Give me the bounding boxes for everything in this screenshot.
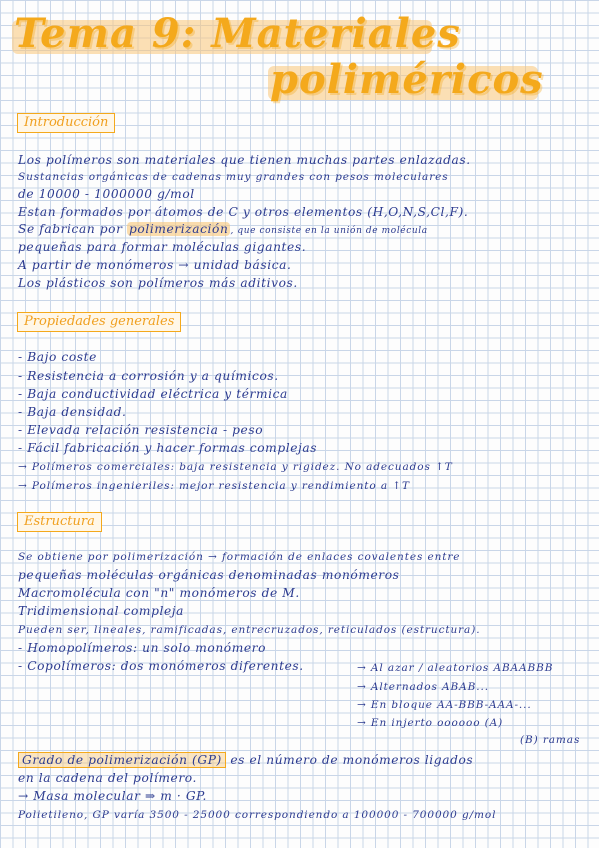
copolimero-bloque: → En bloque AA-BBB-AAA-... [357, 699, 532, 711]
page-title-line-2: poliméricos [270, 56, 544, 103]
copolimero-alternado: → Alternados ABAB... [357, 681, 489, 693]
copolimero-aleatorio: → Al azar / aleatorios ABAABBB [357, 662, 554, 674]
section-heading-propiedades: Propiedades generales [17, 312, 181, 332]
estructura-line-11: Polietileno, GP varía 3500 - 25000 correspondiendo a 100000 - 700000 g/mol [18, 809, 497, 821]
page-title-line-1: Tema 9: Materiales [14, 10, 461, 57]
intro-line-3: de 10000 - 1000000 g/mol [18, 187, 195, 201]
props-line-2: - Resistencia a corrosión y a químicos. [18, 369, 279, 383]
estructura-line-4: Tridimensional compleja [18, 604, 185, 618]
props-line-4: - Baja densidad. [18, 405, 127, 419]
props-line-1: - Bajo coste [18, 350, 97, 364]
props-line-8: → Polímeros ingenieriles: mejor resistencia y rendimiento a ↑T [18, 480, 410, 492]
section-heading-estructura: Estructura [17, 512, 102, 532]
estructura-line-6: - Homopolímeros: un solo monómero [18, 641, 267, 655]
grado-polimerizacion-rest: es el número de monómeros ligados [225, 753, 474, 767]
props-line-6: - Fácil fabricación y hacer formas complejas [18, 441, 318, 455]
intro-line-5 [18, 222, 428, 238]
intro-line-5-pre: Se fabrican por [18, 222, 123, 236]
estructura-line-7: - Copolímeros: dos monómeros diferentes. [18, 659, 304, 673]
intro-line-6: pequeñas para formar moléculas gigantes. [18, 240, 307, 254]
estructura-line-10: → Masa molecular ⇒ m · GP. [18, 789, 207, 803]
estructura-line-3: Macromolécula con "n" monómeros de M. [18, 586, 300, 600]
highlight-grado-polimerizacion: Grado de polimerización (GP) [18, 752, 226, 768]
intro-line-7: A partir de monómeros → unidad básica. [18, 258, 292, 272]
intro-line-1: Los polímeros son materiales que tienen muchas partes enlazadas. [18, 153, 471, 167]
copolimero-ramas: (B) ramas [520, 734, 581, 746]
intro-line-8: Los plásticos son polímeros más aditivos. [18, 276, 298, 290]
props-line-5: - Elevada relación resistencia - peso [18, 423, 264, 437]
intro-line-2: Sustancias orgánicas de cadenas muy grandes con pesos moleculares [18, 171, 449, 183]
props-line-7: → Polímeros comerciales: baja resistencia y rigidez. No adecuados ↑T [18, 461, 453, 473]
grado-polimerizacion-line [18, 753, 473, 767]
estructura-line-2: pequeñas moléculas orgánicas denominadas monómeros [18, 568, 400, 582]
intro-line-4: Estan formados por átomos de C y otros elementos (H,O,N,S,Cl,F). [18, 205, 469, 219]
highlight-polimerizacion: polimerización [129, 222, 229, 236]
estructura-line-1: Se obtiene por polimerización → formación de enlaces covalentes entre [18, 551, 461, 563]
section-heading-intro: Introducción [17, 113, 115, 133]
copolimero-injerto: → En injerto oooooo (A) [357, 717, 504, 729]
estructura-line-5: Pueden ser, lineales, ramificadas, entrecruzados, reticulados (estructura). [18, 624, 481, 636]
props-line-3: - Baja conductividad eléctrica y térmica [18, 387, 288, 401]
intro-line-5-post: , que consiste en la unión de molécula [230, 226, 428, 236]
estructura-line-9: en la cadena del polímero. [18, 771, 197, 785]
